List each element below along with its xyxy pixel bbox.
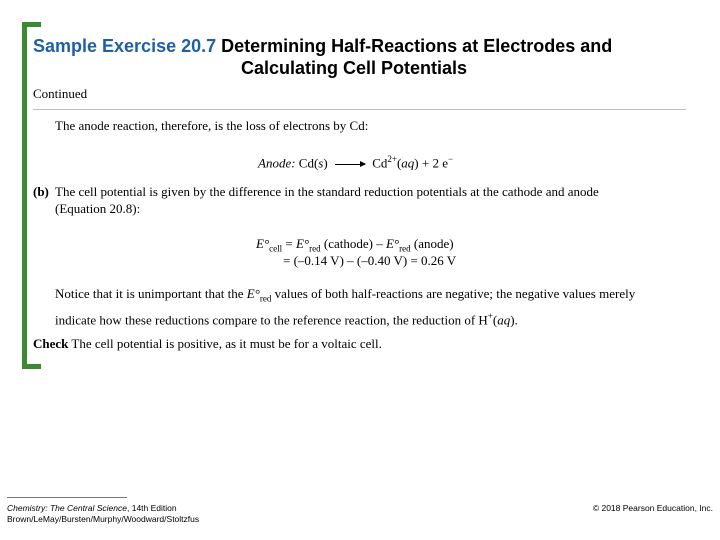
- notice-paragraph: Notice that it is unimportant that the $E^\circ_{red}$ values of both half-reactions are negative; the negative values merely indicate how these reductions compare to the reference reaction, the reduction of H+(aq).: [55, 286, 636, 327]
- exercise-number: Sample Exercise 20.7: [33, 36, 217, 56]
- part-b-label: (b): [33, 184, 49, 199]
- anode-intro: The anode reaction, therefore, is the loss of electrons by Cd:: [55, 118, 369, 133]
- title-line1: Determining Half-Reactions at Electrodes and: [216, 36, 613, 56]
- footer-divider: [7, 497, 127, 498]
- divider: [33, 109, 686, 110]
- cell-potential-equation: $E^\circ_{cell} = E^\circ_{red}$ (cathode) – $E^\circ_{red}$ (anode): [256, 236, 454, 254]
- part-b: (b) The cell potential is given by the difference in the standard reduction potentials at the cathode and anode (Equation 20.8):: [33, 184, 599, 216]
- cell-potential-result: = (–0.14 V) – (–0.40 V) = 0.26 V: [283, 253, 457, 268]
- anode-label: Anode:: [258, 155, 296, 171]
- anode-equation: Anode: Cd(s) $Cd^{2+}(aq) + 2$ e−: [258, 154, 454, 171]
- book-title: Chemistry: The Central Science: [7, 503, 127, 513]
- reaction-arrow-icon: [335, 164, 365, 165]
- title-line2: Calculating Cell Potentials: [241, 58, 468, 78]
- check-paragraph: Check The cell potential is positive, as it must be for a voltaic cell.: [33, 336, 382, 351]
- continued-label: Continued: [33, 86, 88, 101]
- check-label: Check: [33, 336, 69, 351]
- slide-title: [33, 35, 703, 79]
- authors: Brown/LeMay/Bursten/Murphy/Woodward/Stoltzfus: [7, 514, 200, 524]
- copyright: © 2018 Pearson Education, Inc.: [592, 503, 713, 513]
- footer-citation: Chemistry: The Central Science, 14th Edition Brown/LeMay/Bursten/Murphy/Woodward/Stoltzfus: [7, 503, 200, 524]
